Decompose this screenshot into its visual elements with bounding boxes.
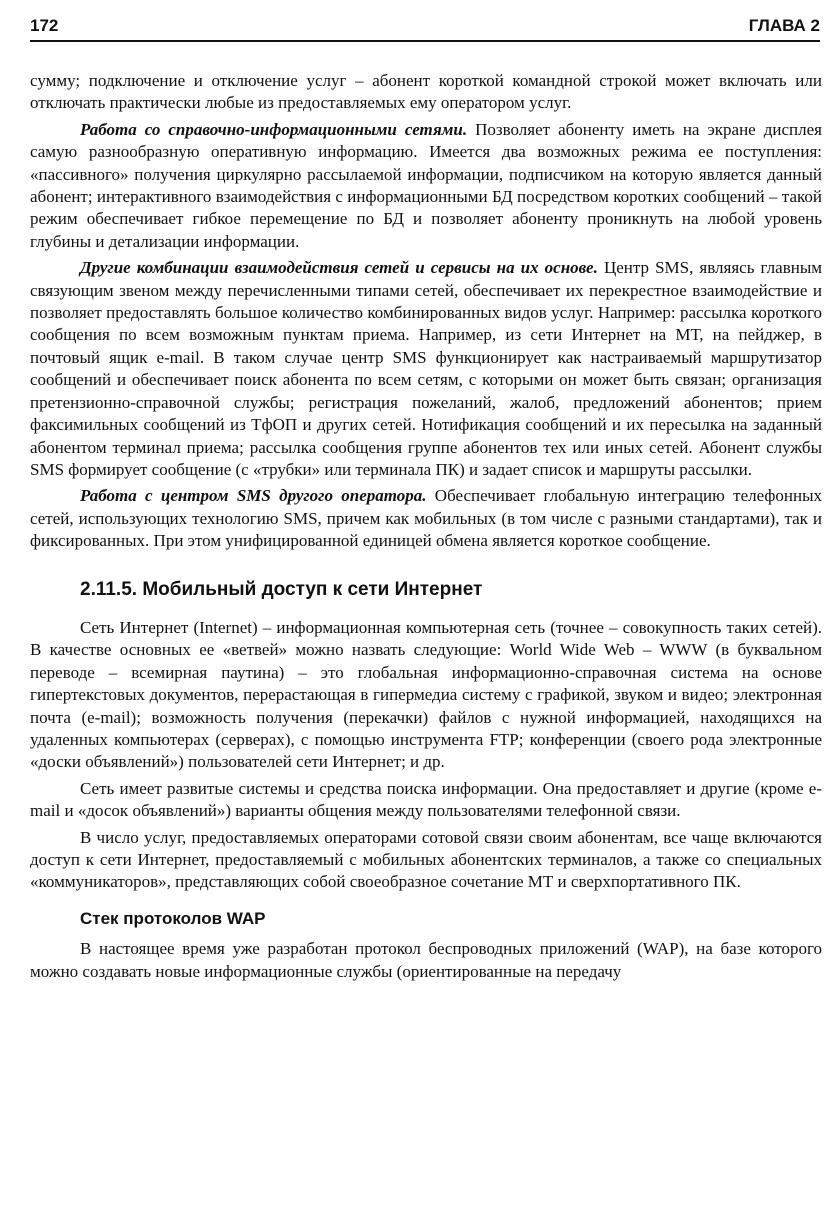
paragraph-continuation: сумму; подключение и отключение услуг – абонент короткой командной строкой может включать или отключать практически любые из предоставляемых ему оператором услуг.	[30, 71, 822, 113]
paragraph-search: Сеть имеет развитые системы и средства поиска информации. Она предоставляет и другие (кроме e-mail и «досок объявлений») варианты общения между пользователями телефонной связи.	[30, 778, 822, 821]
paragraph-reference-networks	[30, 119, 822, 253]
paragraph-lead: Работа с центром SMS другого оператора.	[80, 486, 427, 506]
paragraph-lead: Работа со справочно-информационными сетями.	[80, 119, 468, 139]
paragraph-lead: Другие комбинации взаимодействия сетей и сервисы на их основе.	[80, 258, 598, 278]
paragraph-wap: В настоящее время уже разработан протокол беспроводных приложений (WAP), на базе которого можно создавать новые информационные службы (ориентированные на передачу	[30, 939, 822, 981]
running-header	[30, 10, 820, 42]
paragraph-other-combinations	[30, 257, 822, 481]
paragraph-text: Позволяет абоненту иметь на экране дисплея самую разнообразную оперативную информацию. Имеется два возможных режима ее поступления: «пассивного» получения циркулярно рассылаемой информации, подписчиком на которую является данный абонент; интерактивного взаимодействия с информационными БД посредством коротких сообщений – такой режим обеспечивает гибкое перемещение по БД и позволяет абоненту проникнуть на любой уровень глубины и детализации информации.	[30, 119, 822, 251]
chapter-label: ГЛАВА 2	[748, 16, 820, 35]
section-heading: 2.11.5. Мобильный доступ к сети Интернет	[80, 578, 483, 600]
paragraph-internet: Сеть Интернет (Internet) – информационная компьютерная сеть (точнее – совокупность таких сетей). В качестве основных ее «ветвей» можно назвать следующие: World Wide Web – WWW (в буквальном переводе – всемирная паутина) – это глобальная информационно-справочная система на основе гипертекстовых документов, перерастающая в гипермедиа систему с графикой, звуком и видео; электронная почта (e-mail); возможность получения (перекачки) файлов с нужной информацией, находящихся на удаленных компьютерах (серверах), с помощью инструмента FTP; конференции (своего рода электронные «доски объявлений») пользователей сети Интернет; и др.	[30, 617, 822, 772]
paragraph-text: Центр SMS, являясь главным связующим звеном между перечисленными типами сетей, обеспечивает их перекрестное взаимодействие и позволяет предоставлять большое количество комбинированных видов услуг. Например: рассылка короткого сообщения по всем возможным пунктам приема. Например, из сети Интернет на МТ, на пейджер, в почтовый ящик e-mail. В таком случае центр SMS функционирует как настраиваемый маршрутизатор сообщений и обеспечивает поиск абонента по всем сетям, с которыми он может быть связан; организация претензионно-справочной службы; регистрация пожеланий, жалоб, предложений абонентов; прием факсимильных сообщений из ТфОП и других сетей. Нотификация сообщений и их пересылка на заданный абонентом терминал приема; рассылка сообщения группе абонентов тех или иных сетей. Абонент службы SMS формирует сообщение (с «трубки» или терминала ПК) и задает список и маршруты рассылки.	[30, 258, 822, 479]
subsection-heading: Стек протоколов WAP	[80, 908, 266, 928]
page-number: 172	[30, 16, 59, 35]
paragraph-other-operator	[30, 485, 822, 552]
paragraph-operators: В число услуг, предоставляемых операторами сотовой связи своим абонентам, все чаще включаются доступ к сети Интернет, предоставляемый с мобильных абонентских терминалов, а также со специальных «коммуникаторов», представляющих собой своеобразное сочетание МТ и сверхпортативного ПК.	[30, 827, 822, 892]
paragraph-text: Обеспечивает глобальную интеграцию телефонных сетей, использующих технологию SMS, причем как мобильных (в том числе с разными стандартами), так и фиксированных. При этом унифицированной единицей обмена является короткое сообщение.	[30, 486, 822, 551]
body-text	[30, 70, 822, 987]
